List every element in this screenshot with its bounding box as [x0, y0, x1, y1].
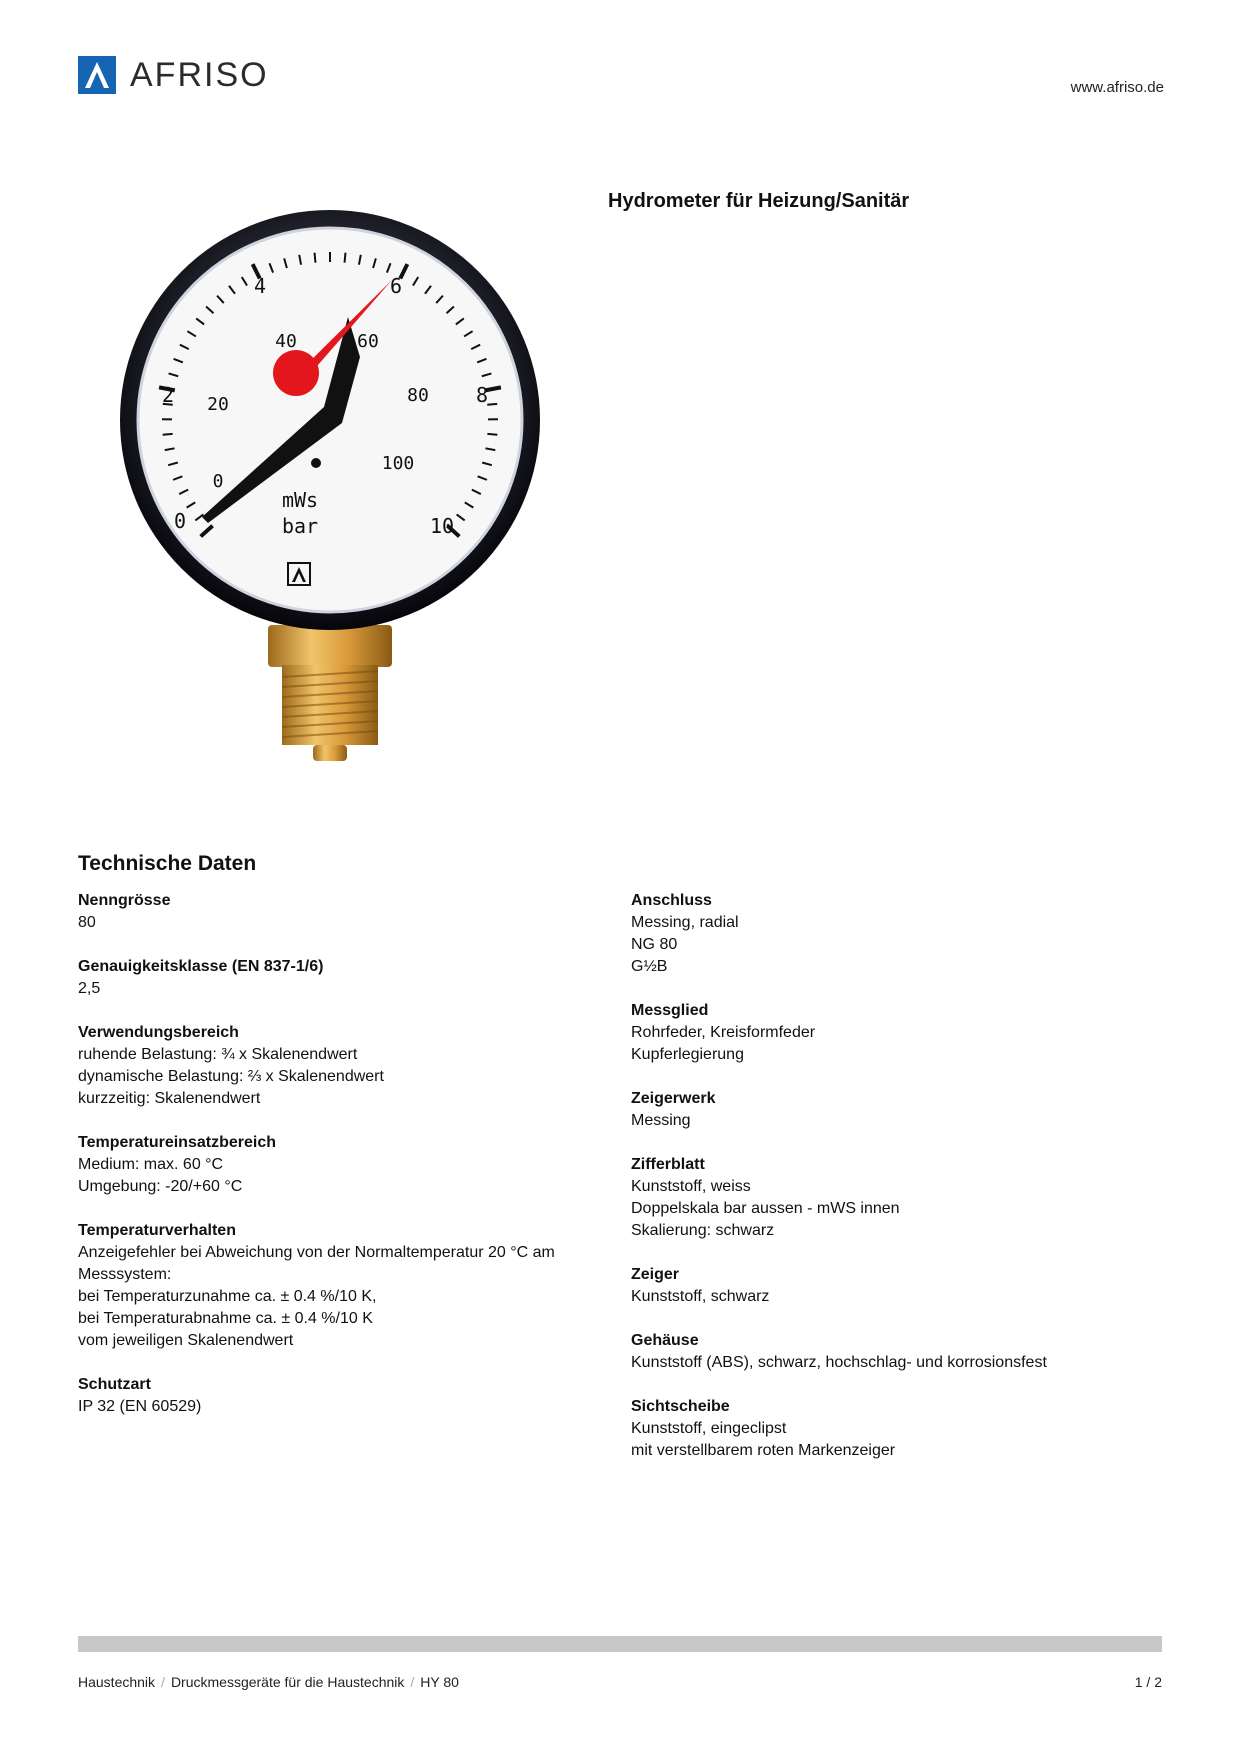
footer-divider-bar [78, 1636, 1162, 1652]
spec-label: Temperatureinsatzbereich [78, 1134, 276, 1151]
spec-value: Kunststoff, schwarz [631, 1288, 770, 1305]
spec-block [631, 1264, 1151, 1308]
spec-label: Gehäuse [631, 1332, 699, 1349]
spec-label: Messglied [631, 1002, 709, 1019]
bar-label-4: 4 [253, 274, 267, 298]
spec-label: Zeigerwerk [631, 1090, 716, 1107]
spec-value: Anzeigefehler bei Abweichung von der Normaltemperatur 20 °C am [78, 1244, 555, 1261]
pointer-hub [273, 350, 319, 396]
unit-bar: bar [281, 514, 319, 538]
page-number: 1 / 2 [1134, 1674, 1162, 1690]
spec-value: vom jeweiligen Skalenendwert [78, 1332, 294, 1349]
spec-value: bei Temperaturzunahme ca. ± 0.4 %/10 K, [78, 1288, 377, 1305]
minor-tick [487, 434, 497, 435]
fitting-tip [313, 745, 347, 761]
mws-label-60: 60 [357, 331, 379, 352]
bar-label-10: 10 [429, 514, 455, 538]
minor-tick [345, 253, 346, 263]
spec-value: 80 [78, 914, 96, 931]
spec-block [631, 1330, 1151, 1374]
spec-label: Zeiger [631, 1266, 680, 1283]
spec-block [78, 956, 598, 1000]
spec-value: NG 80 [631, 936, 678, 953]
mws-label-0: 0 [212, 471, 224, 492]
breadcrumb-separator: / [410, 1674, 415, 1690]
spec-block [78, 890, 598, 934]
spec-value: bei Temperaturabnahme ca. ± 0.4 %/10 K [78, 1310, 373, 1327]
section-title-technical-data: Technische Daten [78, 852, 257, 875]
spec-value: Rohrfeder, Kreisformfeder [631, 1024, 816, 1041]
spec-block [78, 1374, 598, 1418]
specs-right-column [631, 890, 1151, 1484]
spec-label: Genauigkeitsklasse (EN 837-1/6) [78, 958, 324, 975]
spec-block [631, 1154, 1151, 1242]
spec-value: Kunststoff (ABS), schwarz, hochschlag- und korrosionsfest [631, 1354, 1047, 1371]
bar-label-8: 8 [475, 383, 489, 407]
spec-label: Zifferblatt [631, 1156, 705, 1173]
mws-label-100: 100 [381, 453, 415, 474]
fitting-nut [268, 625, 392, 667]
unit-mws: mWs [281, 488, 319, 512]
spec-block [78, 1132, 598, 1198]
spec-value: IP 32 (EN 60529) [78, 1398, 202, 1415]
spec-block [78, 1220, 598, 1352]
minor-tick [315, 253, 316, 263]
spec-block [631, 890, 1151, 978]
mws-label-40: 40 [275, 331, 297, 352]
brand-name: AFRISO [130, 56, 269, 94]
breadcrumb-item-haustechnik[interactable]: Haustechnik [78, 1674, 156, 1690]
spec-value: Messing, radial [631, 914, 739, 931]
minor-tick [487, 404, 497, 405]
spec-block [631, 1000, 1151, 1066]
bar-label-2: 2 [161, 383, 175, 407]
mws-label-80: 80 [407, 385, 429, 406]
spec-label: Anschluss [631, 892, 712, 909]
spec-value: Messing [631, 1112, 691, 1129]
brand-logo [78, 56, 269, 94]
breadcrumb-item-druckmessgeraete[interactable]: Druckmessgeräte für die Haustechnik [170, 1674, 405, 1690]
spec-value: mit verstellbarem roten Markenzeiger [631, 1442, 896, 1459]
minor-tick [163, 434, 173, 435]
mws-label-20: 20 [207, 394, 229, 415]
spec-value: dynamische Belastung: ⅔ x Skalenendwert [78, 1068, 384, 1085]
spec-value: Skalierung: schwarz [631, 1222, 775, 1239]
breadcrumb [78, 1674, 459, 1690]
spec-value: 2,5 [78, 980, 101, 997]
breadcrumb-separator: / [161, 1674, 165, 1690]
spec-value: G½B [631, 958, 668, 975]
spec-label: Nenngrösse [78, 892, 171, 909]
spec-value: Umgebung: -20/+60 °C [78, 1178, 243, 1195]
spec-block [631, 1088, 1151, 1132]
spec-value: Kunststoff, eingeclipst [631, 1420, 787, 1437]
specs-left-column [78, 890, 598, 1440]
bar-label-0: 0 [173, 509, 187, 533]
spec-block [631, 1396, 1151, 1462]
product-title: Hydrometer für Heizung/Sanitär [608, 190, 910, 212]
spec-value: Kupferlegierung [631, 1046, 744, 1063]
spec-label: Sichtscheibe [631, 1398, 730, 1415]
spec-value: Messsystem: [78, 1266, 172, 1283]
spec-value: Medium: max. 60 °C [78, 1156, 224, 1173]
spec-label: Verwendungsbereich [78, 1024, 239, 1041]
website-url[interactable]: www.afriso.de [1070, 79, 1164, 96]
spec-value: kurzzeitig: Skalenendwert [78, 1090, 261, 1107]
spec-label: Schutzart [78, 1376, 151, 1393]
breadcrumb-item-hy80[interactable]: HY 80 [420, 1674, 459, 1690]
spec-value: Doppelskala bar aussen - mWS innen [631, 1200, 900, 1217]
spec-value: Kunststoff, weiss [631, 1178, 751, 1195]
pressure-gauge-image [110, 205, 550, 775]
spec-block [78, 1022, 598, 1110]
spec-value: ruhende Belastung: ¾ x Skalenendwert [78, 1046, 358, 1063]
bar-label-6: 6 [389, 274, 403, 298]
spec-label: Temperaturverhalten [78, 1222, 236, 1239]
afriso-logo-icon [78, 56, 116, 94]
